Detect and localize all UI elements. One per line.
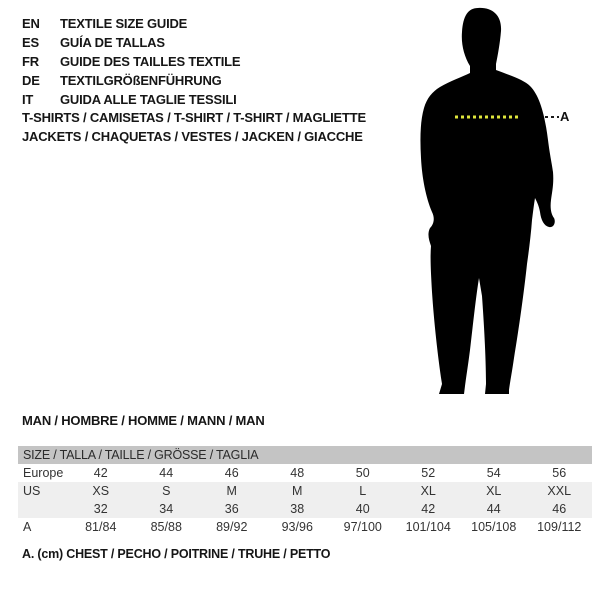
table-cell: 93/96 [281,520,313,534]
table-cell: 40 [355,502,370,516]
row-label: A [23,520,32,534]
table-cell: 44 [159,466,174,480]
table-cell: 97/100 [343,520,382,534]
size-table-header: SIZE / TALLA / TAILLE / GRÖSSE / TAGLIA [18,446,592,464]
table-cell: 81/84 [85,520,117,534]
table-cell: XXL [547,484,572,498]
language-title: GUIDE DES TAILLES TEXTILE [60,54,241,69]
man-silhouette-figure [418,6,568,394]
row-label: Europe [23,466,64,480]
table-cell: 54 [486,466,501,480]
table-cell: XS [92,484,110,498]
table-cell: 42 [421,502,436,516]
table-cell: M [226,484,237,498]
table-cell: M [292,484,303,498]
language-title: TEXTILE SIZE GUIDE [60,16,188,31]
table-cell: 109/112 [537,520,582,534]
language-row [22,33,240,52]
category-line-jackets: JACKETS / CHAQUETAS / VESTES / JACKEN / GIACCHE [22,128,363,144]
table-cell: 48 [290,466,305,480]
table-cell: 105/108 [471,520,517,534]
table-cell: XL [420,484,436,498]
row-label [18,500,68,518]
table-cell: 42 [93,466,108,480]
language-row [22,90,240,109]
table-cell: 32 [93,502,108,516]
language-row [22,52,240,71]
table-cell: 44 [486,502,501,516]
table-cell: 56 [552,466,567,480]
table-cell: 38 [290,502,305,516]
table-cell: 46 [552,502,567,516]
language-code: FR [22,54,39,69]
language-list [22,14,240,109]
man-silhouette [420,8,554,394]
table-row-europe [18,464,592,482]
language-code: EN [22,16,40,31]
table-cell: S [162,484,171,498]
table-cell: 46 [224,466,239,480]
language-code: IT [22,92,34,107]
language-row [22,71,240,90]
table-cell: 50 [355,466,370,480]
table-row-us [18,482,592,500]
table-row-numeric [18,500,592,518]
size-table [18,446,592,536]
table-cell: 89/92 [216,520,248,534]
table-row-chest-a [18,518,592,536]
table-cell: 52 [421,466,436,480]
measurement-label-a: A [560,109,570,124]
language-title: TEXTILGRÖßENFÜHRUNG [60,73,222,88]
section-title-man: MAN / HOMBRE / HOMME / MANN / MAN [22,413,265,428]
language-code: DE [22,73,40,88]
category-lines [22,109,366,146]
language-code: ES [22,35,39,50]
table-cell: XL [486,484,502,498]
table-cell: 101/104 [405,520,451,534]
measurement-footnote: A. (cm) CHEST / PECHO / POITRINE / TRUHE / PETTO [22,547,331,561]
language-title: GUIDA ALLE TAGLIE TESSILI [60,92,237,107]
table-cell: 85/88 [150,520,182,534]
table-cell: L [359,484,367,498]
table-cell: 36 [224,502,239,516]
table-cell: 34 [159,502,174,516]
category-line-tshirts: T-SHIRTS / CAMISETAS / T-SHIRT / T-SHIRT / MAGLIETTE [22,110,366,125]
language-row [22,14,240,33]
language-title: GUÍA DE TALLAS [60,35,165,50]
row-label: US [23,484,41,498]
